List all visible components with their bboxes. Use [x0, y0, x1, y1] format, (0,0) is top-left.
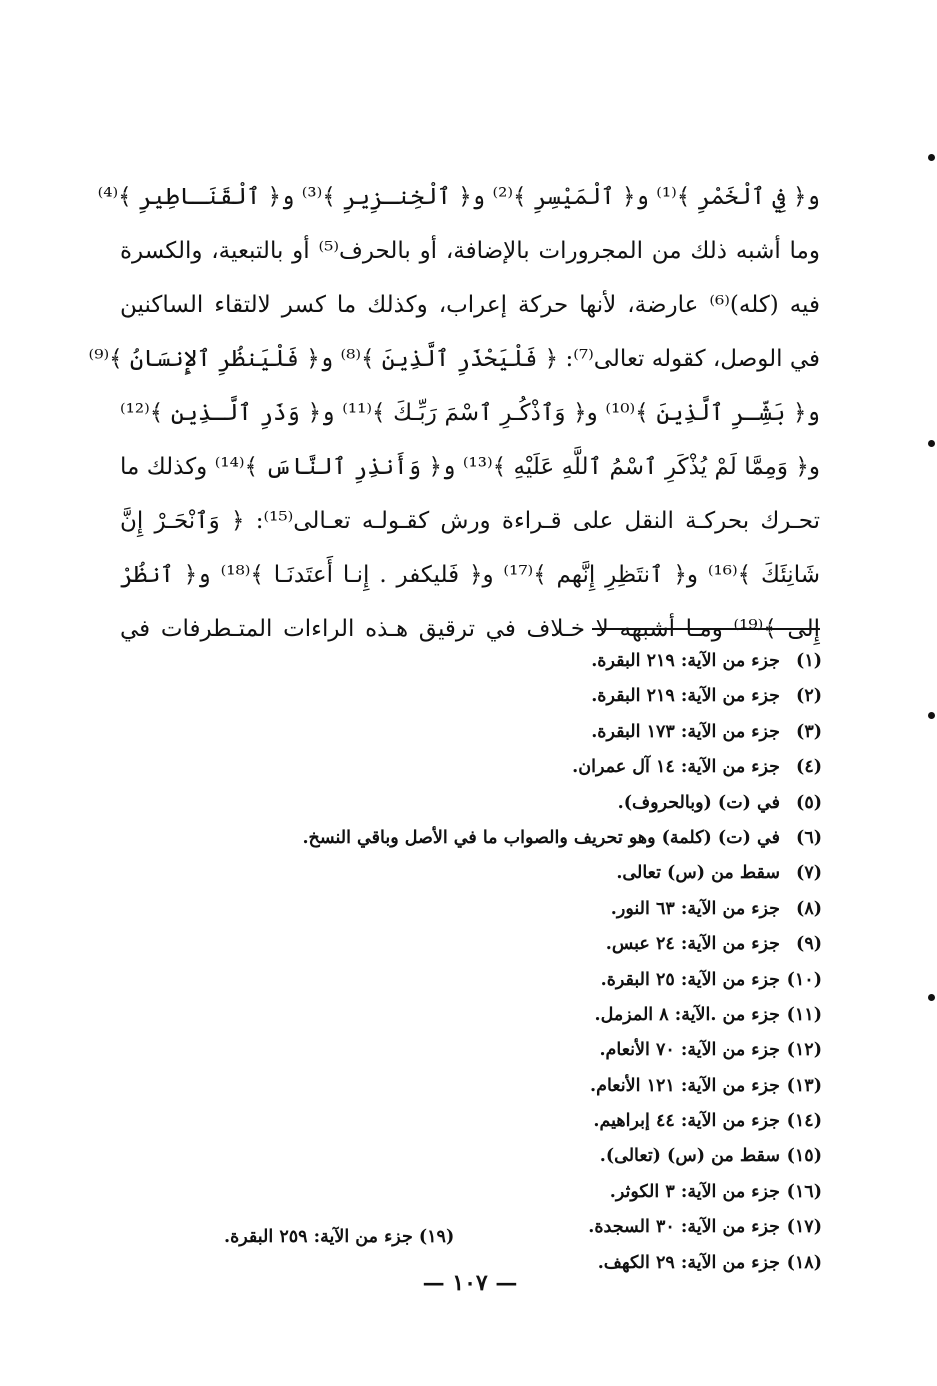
footnote-number: (٥)	[796, 792, 822, 813]
footnote-text: جزء من الآية: ١٤ آل عمران.	[572, 757, 780, 778]
text-line-2: وما أشبه ذلك من المجرورات بالإضافة، أو بالحرف⁽⁵⁾ أو بالتبعية، والكسرة	[120, 238, 820, 264]
footnote-2	[200, 679, 822, 714]
footnote-number: (١٦)	[786, 1181, 822, 1202]
footnote-text: في (ت) (كلمة) وهو تحريف والصواب ما في الأصل وباقي النسخ.	[302, 827, 780, 848]
footnote-text: جزء من الآية: ٢٤ عبس.	[605, 934, 780, 955]
footnote-text: جزء من الآية: ٧٠ الأنعام.	[599, 1040, 780, 1061]
footnote-text: سقط من (س) تعالى.	[616, 863, 780, 884]
footnote-11	[200, 998, 822, 1033]
footnote-12	[200, 1033, 822, 1068]
footnote-13	[200, 1069, 822, 1104]
text-line-5: و﴿ بَشِّـرِ ٱلَّذِينَ ﴾⁽¹⁰⁾ و﴿ وَٱذْكُـرِ ٱسْمَ رَبِّـكَ ﴾⁽¹¹⁾ و﴿ وَذَرِ ٱلَّـذِين ﴾⁽¹²⁾	[120, 400, 820, 426]
footnote-text: جزء من .الآية: ٨ المزمل.	[594, 1004, 780, 1025]
footnote-number: (١٥)	[786, 1146, 822, 1167]
footnote-text: جزء من الآية: ٢١٩ البقرة.	[591, 651, 780, 671]
text-line-7: تحـرك بحركـة النقل على قـراءة ورش كقـولـه تعـالى⁽¹⁵⁾: ﴿ وَٱنْحَـرْ إِنَّ	[120, 508, 820, 534]
text-line-4: في الوصل، كقوله تعالى⁽⁷⁾: ﴿ فَلْيَحْذَرِ ٱلَّذِينَ ﴾⁽⁸⁾ و﴿ فَلْيَنظُرِ ٱلإِنسَانُ ﴾⁽⁹⁾	[88, 346, 820, 372]
footnote-text: سقط من (س) (تعالى).	[599, 1146, 780, 1167]
footnote-text: جزء من الآية: ٢٥٩ البقرة.	[224, 1227, 413, 1247]
footnote-text: جزء من الآية: ٣ الكوثر.	[609, 1181, 780, 1202]
footnote-separator	[592, 628, 820, 630]
footnote-number: (١٠)	[786, 969, 822, 990]
footnote-number: (١٩)	[418, 1227, 455, 1247]
footnote-number: (١١)	[786, 1004, 822, 1025]
footnote-number: (١٧)	[786, 1217, 822, 1238]
footnote-number: (١٢)	[786, 1040, 822, 1061]
footnote-number: (٧)	[796, 863, 822, 884]
footnote-3	[200, 715, 822, 750]
text-line-3: فيه (كله)⁽⁶⁾ عارضة، لأنها حركة إعراب، وكذلك ما كسر لالتقاء الساكنين	[120, 292, 820, 318]
scan-mark	[928, 154, 935, 161]
footnote-text: جزء من الآية: ٢٩ الكهف.	[597, 1252, 780, 1273]
footnote-15	[200, 1139, 822, 1174]
text-line-6: و﴿ وَمِمَّا لَمْ يُذْكَرِ ٱسْمُ ٱللَّهِ عَلَيْهِ ﴾⁽¹³⁾ و﴿ وَأَنذِرِ ٱلنَّاسَ ﴾⁽¹⁴⁾ وكذلك ما	[120, 454, 820, 480]
main-text	[88, 170, 820, 656]
footnote-19	[224, 1220, 454, 1255]
footnote-number: (١٣)	[786, 1075, 822, 1096]
scan-mark	[928, 440, 935, 447]
footnote-number: (١٤)	[786, 1111, 822, 1132]
footnote-8	[200, 892, 822, 927]
scan-mark	[928, 994, 935, 1001]
footnote-9	[200, 927, 822, 962]
footnote-5	[200, 786, 822, 821]
footnote-text: جزء من الآية: ٢٥ البقرة.	[600, 969, 780, 990]
text-line-9: إِلى ﴾⁽¹⁹⁾ ومـا أشبهه لا خـلاف في ترقيق هـذه الراءات المتـطرفات في	[120, 616, 820, 642]
footnote-number: (٦)	[796, 827, 822, 848]
footnote-6	[200, 821, 822, 856]
footnote-number: (١)	[796, 651, 822, 671]
footnote-7	[200, 856, 822, 891]
footnote-number: (٤)	[796, 757, 822, 778]
footnote-text: جزء من الآية: ٢١٩ البقرة.	[591, 686, 780, 707]
footnote-text: جزء من الآية: ٦٣ النور.	[610, 898, 780, 919]
footnote-10	[200, 963, 822, 998]
footnote-number: (٢)	[796, 686, 822, 707]
footnote-number: (٨)	[796, 898, 822, 919]
footnote-14	[200, 1104, 822, 1139]
footnote-number: (١٨)	[786, 1252, 822, 1273]
footnote-16	[200, 1175, 822, 1210]
footnote-number: (٩)	[796, 934, 822, 955]
footnote-text: جزء من الآية: ١٢١ الأنعام.	[590, 1075, 780, 1096]
footnotes-list	[200, 644, 822, 1281]
footnote-text: جزء من الآية: ١٧٣ البقرة.	[591, 721, 780, 742]
footnote-number: (٣)	[796, 721, 822, 742]
footnote-text: جزء من الآية: ٣٠ السجدة.	[588, 1217, 780, 1238]
page-number: — ١٠٧ —	[422, 1270, 518, 1296]
footnote-1	[200, 644, 822, 679]
footnote-text: في (ت) (وبالحروف).	[617, 792, 780, 813]
text-line-8: شَانِئَكَ ﴾⁽¹⁶⁾ و﴿ ٱنتَظِرِ إِنَّهم ﴾⁽¹⁷⁾ و﴿ فَليكفر . إِنـا أَعتَدنَـا ﴾⁽¹⁸⁾ و﴿ ٱنظُرْ	[120, 562, 820, 588]
text-line-1: و﴿ فِي ٱلْخَمْرِ ﴾⁽¹⁾ و﴿ ٱلْمَيْسِرِ ﴾⁽²⁾ و﴿ ٱلْخِنـزِيرِ ﴾⁽³⁾ و﴿ ٱلْقَنَـاطِيرِ ﴾⁽⁴⁾	[97, 184, 820, 210]
scan-mark	[928, 712, 935, 719]
footnote-4	[200, 750, 822, 785]
footnote-text: جزء من الآية: ٤٤ إبراهيم.	[593, 1111, 780, 1132]
